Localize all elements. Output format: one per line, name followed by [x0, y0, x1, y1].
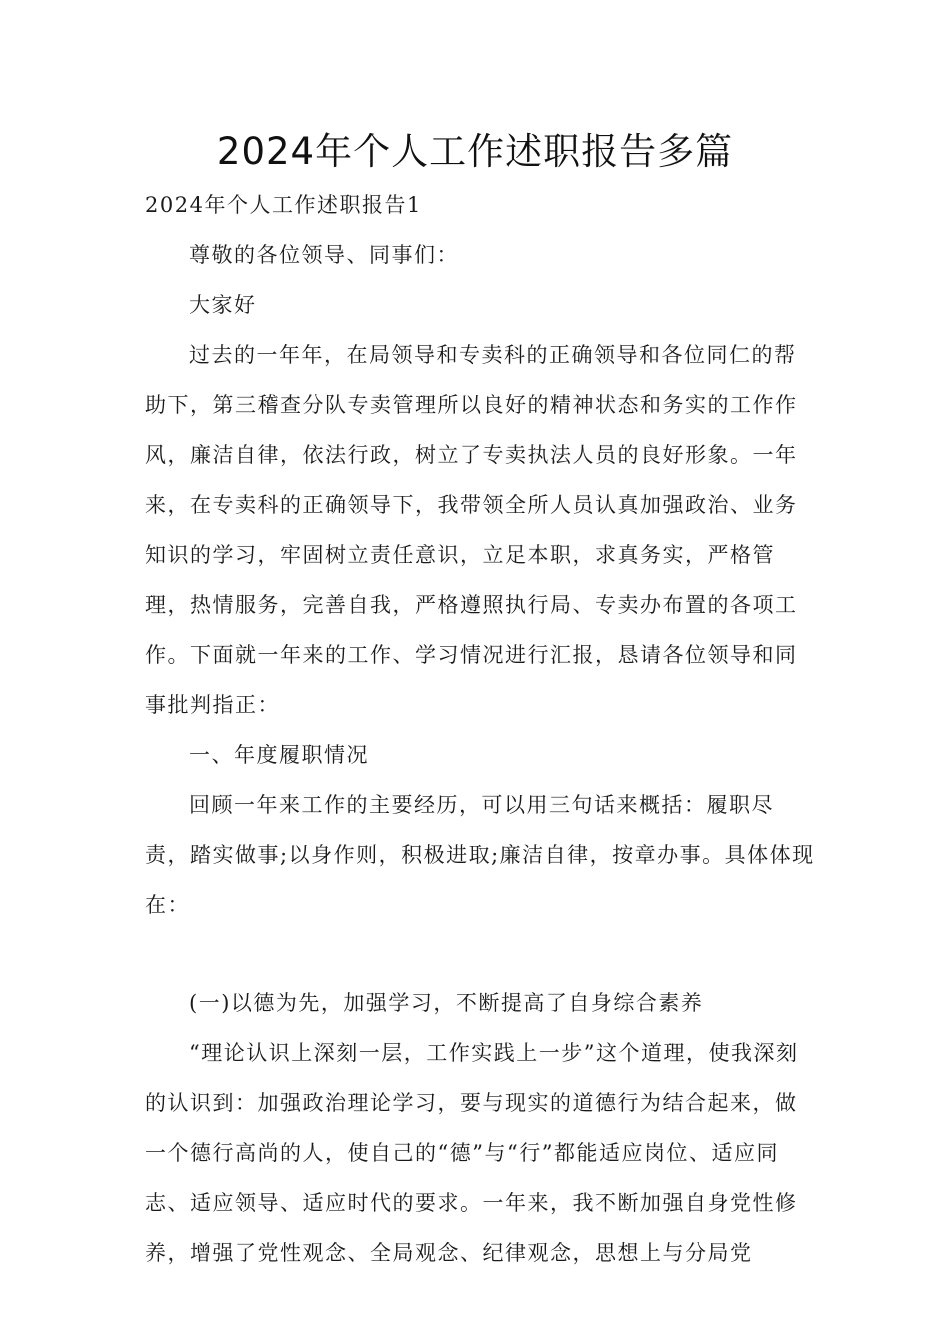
summary-paragraph: 回顾一年来工作的主要经历，可以用三句话来概括：履职尽责，踏实做事;以身作则，积极进取;廉洁自律，按章办事。具体体现在： [145, 793, 815, 917]
body-paragraph: “理论认识上深刻一层，工作实践上一步”这个道理，使我深刻的认识到：加强政治理论学习，要与现实的道德行为结合起来，做一个德行高尚的人，使自己的“德”与“行”都能适应岗位、适应同志、适应领导、适应时代的要求。一年来，我不断加强自身党性修养，增强了党性观念、全局观念、纪律观念，思想上与分局党 [145, 1041, 799, 1265]
document-body [145, 180, 815, 1278]
salutation: 尊敬的各位领导、同事们： [189, 243, 459, 267]
section-heading: 一、年度履职情况 [189, 743, 369, 767]
report-subtitle: 2024年个人工作述职报告1 [145, 193, 422, 217]
greeting: 大家好 [189, 293, 257, 317]
intro-paragraph: 过去的一年年，在局领导和专卖科的正确领导和各位同仁的帮助下，第三稽查分队专卖管理所以良好的精神状态和务实的工作作风，廉洁自律，依法行政，树立了专卖执法人员的良好形象。一年来，在专卖科的正确领导下，我带领全所人员认真加强政治、业务知识的学习，牢固树立责任意识，立足本职，求真务实，严格管理，热情服务，完善自我，严格遵照执行局、专卖办布置的各项工作。下面就一年来的工作、学习情况进行汇报，恳请各位领导和同事批判指正： [145, 343, 798, 717]
document-title: 2024年个人工作述职报告多篇 [216, 130, 734, 173]
subsection-heading: (一)以德为先，加强学习，不断提高了自身综合素养 [189, 991, 704, 1015]
